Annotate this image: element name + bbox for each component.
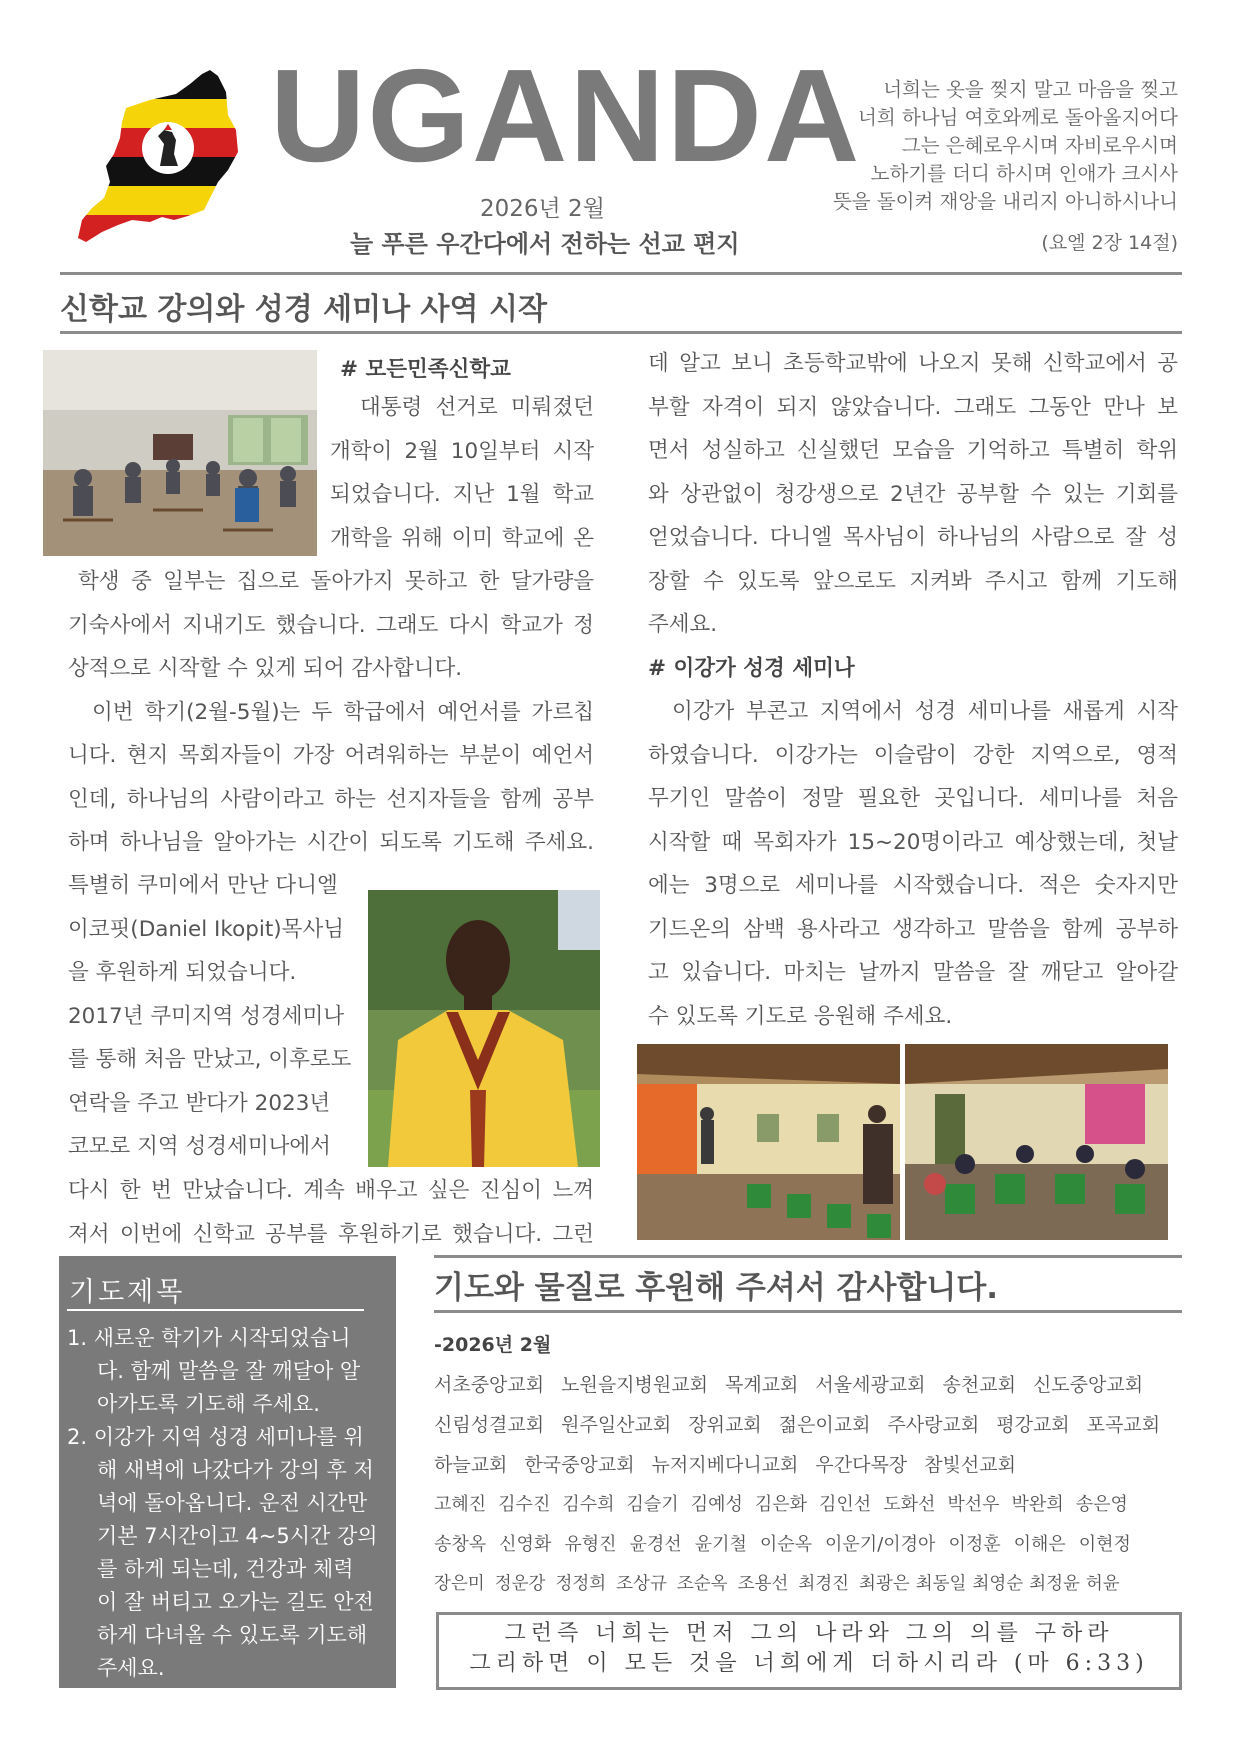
text-line: 이강가 부콘고 지역에서 성경 세미나를 새롭게 시작 xyxy=(672,699,1178,724)
daniel-portrait-photo xyxy=(368,890,600,1167)
supporter-name: 이운기/이경아 xyxy=(825,1534,936,1555)
text-line: 에는 3명으로 세미나를 시작했습니다. 적은 숫자지만 xyxy=(648,873,1178,898)
verse-line: 그는 은혜로우시며 자비로우시며 xyxy=(901,134,1178,157)
text-line: 대통령 선거로 미뤄졌던 xyxy=(360,395,594,420)
text-line: 되었습니다. 지난 1월 학교 xyxy=(330,482,594,507)
supporter-name: 송창옥 xyxy=(434,1534,487,1555)
supporter-name: 장위교회 xyxy=(688,1414,762,1436)
supporter-name: 정운강 xyxy=(494,1574,546,1594)
newsletter-subtitle: 늘 푸른 우간다에서 전하는 선교 편지 xyxy=(350,230,740,258)
prayer-title: 기도제목 xyxy=(69,1277,186,1308)
text-line: 데 알고 보니 초등학교밖에 나오지 못해 신학교에서 공 xyxy=(648,351,1178,376)
seminar-photo-1 xyxy=(637,1044,900,1240)
prayer-line: 2. 이강가 지역 성경 세미나를 위 xyxy=(67,1425,364,1449)
text-line: 하였습니다. 이강가는 이슬람이 강한 지역으로, 영적 xyxy=(648,742,1178,768)
text-line: 을 후원하게 되었습니다. xyxy=(68,960,297,985)
text-line: 다시 한 번 만났습니다. 계속 배우고 싶은 진심이 느껴 xyxy=(68,1178,594,1203)
text-line: 고 있습니다. 마치는 날까지 말씀을 잘 깨닫고 알아갈 xyxy=(648,960,1178,985)
left-text-end xyxy=(68,1169,594,1256)
supporter-name: 이해은 xyxy=(1013,1534,1066,1555)
supporter-name: 장은미 xyxy=(434,1574,485,1594)
prayer-requests-box xyxy=(59,1256,396,1688)
verse-line: 너희 하나님 여호와께로 돌아올지어다 xyxy=(858,106,1178,129)
thanks-date: -2026년 2월 xyxy=(434,1334,552,1356)
supporter-name: 송천교회 xyxy=(942,1374,1016,1396)
supporter-name: 박완희 xyxy=(1011,1494,1064,1515)
supporter-name: 신영화 xyxy=(499,1534,552,1555)
text-line: 주세요. xyxy=(648,612,718,637)
supporter-name: 참빛선교회 xyxy=(924,1454,1016,1476)
prayer-line: 를 하게 되는데, 건강과 체력 xyxy=(97,1557,354,1581)
supporter-row xyxy=(434,1450,1033,1477)
supporter-name: 우간다목장 xyxy=(815,1454,908,1476)
divider xyxy=(67,1309,364,1311)
supporter-name: 서초중앙교회 xyxy=(434,1374,545,1396)
divider xyxy=(434,1255,1182,1258)
text-line: 연락을 주고 받다가 2023년 xyxy=(68,1090,331,1116)
text-line: 상적으로 시작할 수 있게 되어 감사합니다. xyxy=(68,656,463,681)
supporter-name: 최정윤 xyxy=(1029,1574,1080,1594)
text-line: 기숙사에서 지내기도 했습니다. 그래도 다시 학교가 정 xyxy=(68,612,594,638)
supporter-name: 유형진 xyxy=(564,1534,617,1555)
seminar-photo-2 xyxy=(905,1044,1168,1240)
text-line: 니다. 현지 목회자들이 가장 어려워하는 부분이 예언서 xyxy=(68,743,594,768)
supporter-name: 이순옥 xyxy=(759,1534,813,1555)
supporter-name: 송은영 xyxy=(1075,1494,1128,1515)
left-text-full xyxy=(68,560,594,865)
text-line: 특별히 쿠미에서 만난 다니엘 xyxy=(68,873,338,898)
right-text-1 xyxy=(648,342,1178,1038)
supporter-name: 뉴저지베다니교회 xyxy=(651,1454,799,1476)
supporter-name: 허윤 xyxy=(1085,1574,1120,1594)
supporter-row xyxy=(434,1370,1160,1397)
text-line: 학생 중 일부는 집으로 돌아가지 못하고 한 달가량을 xyxy=(78,569,594,594)
text-line: 를 통해 처음 만났고, 이후로도 xyxy=(68,1047,352,1072)
issue-date: 2026년 2월 xyxy=(480,196,605,222)
supporter-name: 목계교회 xyxy=(724,1374,799,1396)
seminar-heading: # 이강가 성경 세미나 xyxy=(648,655,855,681)
text-line: 면서 성실하고 신실했던 모습을 기억하고 특별히 학위 xyxy=(648,438,1178,463)
text-line: 이번 학기(2월-5월)는 두 학급에서 예언서를 가르칩 xyxy=(92,699,594,725)
supporter-name: 평강교회 xyxy=(996,1414,1070,1436)
prayer-line: 이 잘 버티고 오가는 길도 안전 xyxy=(97,1590,374,1614)
supporter-name: 김인선 xyxy=(819,1494,872,1515)
text-line: 하며 하나님을 알아가는 시간이 되도록 기도해 주세요. xyxy=(68,830,594,855)
page-title: UGANDA xyxy=(270,42,862,189)
uganda-flag-map-logo xyxy=(78,70,248,245)
text-line: 얻었습니다. 다니엘 목사님이 하나님의 사람으로 잘 성 xyxy=(648,525,1178,550)
text-line: 개학을 위해 이미 학교에 온 xyxy=(330,525,594,551)
text-line: 시작할 때 목회자가 15~20명이라고 예상했는데, 첫날 xyxy=(648,829,1178,855)
verse-line: 뜻을 돌이켜 재앙을 내리지 아니하시나니 xyxy=(832,190,1178,213)
supporter-name: 조용선 xyxy=(737,1574,789,1594)
prayer-line: 1. 새로운 학기가 시작되었습니 xyxy=(67,1326,351,1350)
closing-verse-line: 그리하면 이 모든 것을 너희에게 더하시리라 (마 6:33) xyxy=(469,1651,1149,1676)
text-line: 수 있도록 기도로 응원해 주세요. xyxy=(648,1003,953,1029)
supporter-name: 원주일산교회 xyxy=(561,1414,672,1436)
divider xyxy=(60,331,1182,334)
verse-line: 노하기를 더디 하시며 인애가 크시사 xyxy=(870,162,1178,185)
supporter-name: 신림성결교회 xyxy=(434,1414,545,1436)
closing-verse xyxy=(439,1619,1179,1679)
supporter-name: 최영순 xyxy=(972,1574,1024,1594)
text-line: 장할 수 있도록 앞으로도 지켜봐 주시고 함께 기도해 xyxy=(648,568,1178,594)
text-line: 무기인 말씀이 정말 필요한 곳입니다. 세미나를 처음 xyxy=(648,786,1178,811)
header-verse xyxy=(833,76,1178,216)
text-line: 져서 이번에 신학교 공부를 후원하기로 했습니다. 그런 xyxy=(68,1221,594,1247)
supporter-name: 서울세광교회 xyxy=(815,1374,926,1396)
divider xyxy=(60,272,1182,275)
supporter-name: 윤경선 xyxy=(629,1534,682,1555)
verse-reference: (요엘 2장 14절) xyxy=(1041,232,1178,254)
left-text-beside-photo xyxy=(330,386,594,560)
prayer-line: 하게 다녀올 수 있도록 기도해 xyxy=(97,1623,368,1647)
prayer-line: 해 새벽에 나갔다가 강의 후 저 xyxy=(97,1458,374,1482)
prayer-line: 다. 함께 말씀을 잘 깨달아 알 xyxy=(97,1359,361,1383)
text-line: 부할 자격이 되지 않았습니다. 그래도 그동안 만나 보 xyxy=(648,394,1178,420)
supporter-name: 하늘교회 xyxy=(434,1454,508,1476)
verse-line: 너희는 옷을 찢지 말고 마음을 찢고 xyxy=(883,78,1178,101)
supporter-name: 포곡교회 xyxy=(1086,1414,1161,1436)
supporter-name: 김수희 xyxy=(562,1494,615,1515)
text-line: 개학이 2월 10일부터 시작 xyxy=(330,438,594,464)
supporter-name: 최광은 xyxy=(859,1574,910,1594)
supporter-name: 박선우 xyxy=(947,1494,1000,1515)
seminary-heading: # 모든민족신학교 xyxy=(340,357,511,382)
supporter-name: 조상규 xyxy=(616,1574,667,1594)
closing-verse-box xyxy=(436,1612,1182,1690)
supporter-name: 정정희 xyxy=(555,1574,607,1594)
supporter-name: 고혜진 xyxy=(434,1494,487,1515)
supporter-row xyxy=(434,1530,1148,1556)
left-text-beside-portrait xyxy=(68,864,358,1169)
prayer-line: 주세요. xyxy=(97,1656,165,1680)
closing-verse-line: 그런즉 너희는 먼저 그의 나라와 그의 의를 구하라 xyxy=(504,1621,1114,1646)
supporter-row xyxy=(434,1570,1137,1595)
supporter-name: 김은화 xyxy=(754,1494,808,1515)
text-line: 코모로 지역 성경세미나에서 xyxy=(68,1134,331,1159)
text-line: 기드온의 삼백 용사라고 생각하고 말씀을 함께 공부하 xyxy=(648,916,1178,942)
classroom-photo xyxy=(43,350,317,556)
supporter-name: 김수진 xyxy=(498,1494,551,1515)
supporter-name: 젊은이교회 xyxy=(778,1414,871,1436)
supporter-name: 조순옥 xyxy=(676,1574,728,1594)
supporter-name: 김슬기 xyxy=(626,1494,679,1515)
supporter-name: 최동일 xyxy=(915,1574,967,1594)
prayer-line: 기본 7시간이고 4~5시간 강의 xyxy=(97,1524,378,1548)
supporter-name: 이정훈 xyxy=(948,1534,1001,1555)
supporter-name: 한국중앙교회 xyxy=(524,1454,635,1476)
supporter-name: 신도중앙교회 xyxy=(1032,1374,1144,1396)
divider xyxy=(434,1310,1182,1313)
section-title: 신학교 강의와 성경 세미나 사역 시작 xyxy=(60,292,547,327)
supporter-name: 윤기철 xyxy=(694,1534,747,1555)
supporter-name: 김예성 xyxy=(690,1494,743,1515)
prayer-line: 아가도록 기도해 주세요. xyxy=(97,1392,320,1416)
prayer-line: 녁에 돌아옵니다. 운전 시간만 xyxy=(97,1491,368,1515)
thanks-title: 기도와 물질로 후원해 주셔서 감사합니다. xyxy=(434,1270,999,1306)
supporter-name: 이현정 xyxy=(1078,1534,1131,1555)
text-line: 와 상관없이 청강생으로 2년간 공부할 수 있는 기회를 xyxy=(648,481,1178,507)
supporter-name: 노원을지병원교회 xyxy=(561,1374,708,1396)
supporter-name: 도화선 xyxy=(883,1494,936,1515)
text-line: 인데, 하나님의 사람이라고 하는 선지자들을 함께 공부 xyxy=(68,786,594,812)
supporter-row xyxy=(434,1490,1145,1516)
text-line: 2017년 쿠미지역 성경세미나 xyxy=(68,1003,345,1029)
supporter-name: 주사랑교회 xyxy=(887,1414,980,1436)
supporter-name: 최경진 xyxy=(798,1574,850,1594)
prayer-list xyxy=(67,1322,387,1685)
supporter-row xyxy=(434,1410,1177,1437)
text-line: 이코핏(Daniel Ikopit)목사님 xyxy=(68,916,344,942)
